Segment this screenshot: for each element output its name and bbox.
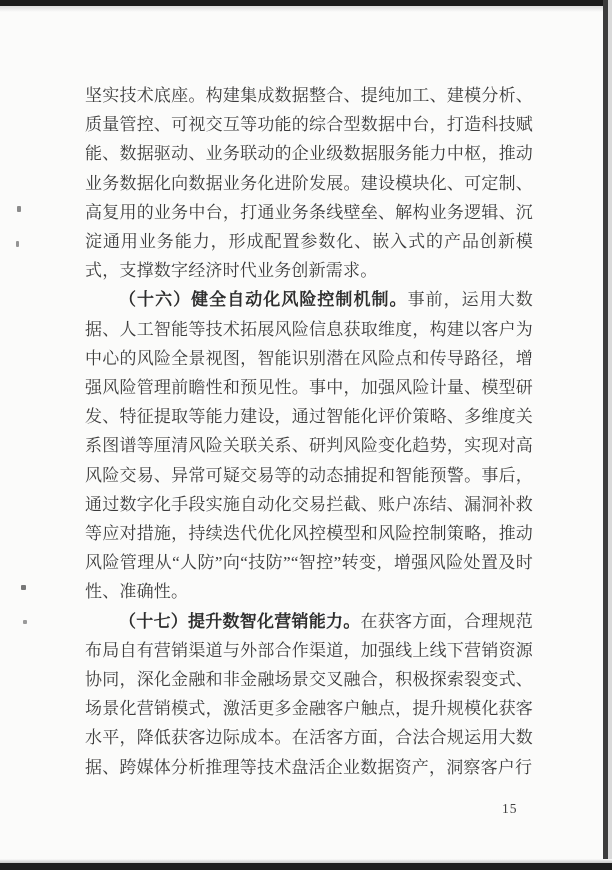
page-number: 15 <box>502 801 518 816</box>
scan-border-right <box>603 0 608 870</box>
paragraph-section-17 <box>85 607 533 782</box>
scan-border-right-edge <box>608 0 612 870</box>
paragraph-section-16 <box>85 285 533 606</box>
scan-border-top-shadow <box>0 6 612 12</box>
paragraph-text: 坚实技术底座。构建集成数据整合、提纯加工、建模分析、质量管控、可视交互等功能的综合型数据中台，打造科技赋能、数据驱动、业务联动的企业级数据服务能力中枢，推动业务数据化向数据业务化进阶发展。建设模块化、可定制、高复用的业务中台，打通业务条线壁垒、解构业务逻辑、沉淀通用业务能力，形成配置参数化、嵌入式的产品创新模式，支撑数字经济时代业务创新需求。 <box>85 86 533 281</box>
scan-border-bottom <box>0 863 612 870</box>
document-body <box>85 81 533 782</box>
paragraph-text: 在获客方面，合理规范布局自有营销渠道与外部合作渠道，加强线上线下营销资源协同，深化金融和非金融场景交叉融合，积极探索裂变式、场景化营销模式，激活更多金融客户触点，提升规模化获客水平，降低获客边际成本。在活客方面，合法合规运用大数据、跨媒体分析推理等技术盘活企业数据资产，洞察客户行 <box>85 611 533 777</box>
scan-speck <box>23 620 27 624</box>
section-17-heading: （十七）提升数智化营销能力。 <box>119 611 361 631</box>
paragraph-text: 事前，运用大数据、人工智能等技术拓展风险信息获取维度，构建以客户为中心的风险全景视图，智能识别潜在风险点和传导路径，增强风险管理前瞻性和预见性。事中，加强风险计量、模型研发、特征提取等能力建设，通过智能化评价策略、多维度关系图谱等厘清风险关联关系、研判风险变化趋势，实现对高风险交易、异常可疑交易等的动态捕捉和智能预警。事后，通过数字化手段实施自动化交易拦截、账户冻结、漏洞补救等应对措施，持续迭代优化风控模型和风险控制策略，推动风险管理从“人防”向“技防”“智控”转变，增强风险处置及时性、准确性。 <box>85 290 533 602</box>
scan-speck <box>17 206 21 212</box>
paragraph-continuation <box>85 81 533 285</box>
scan-speck <box>21 585 26 590</box>
scan-speck <box>16 241 19 247</box>
section-16-heading: （十六）健全自动化风险控制机制。 <box>119 290 408 310</box>
